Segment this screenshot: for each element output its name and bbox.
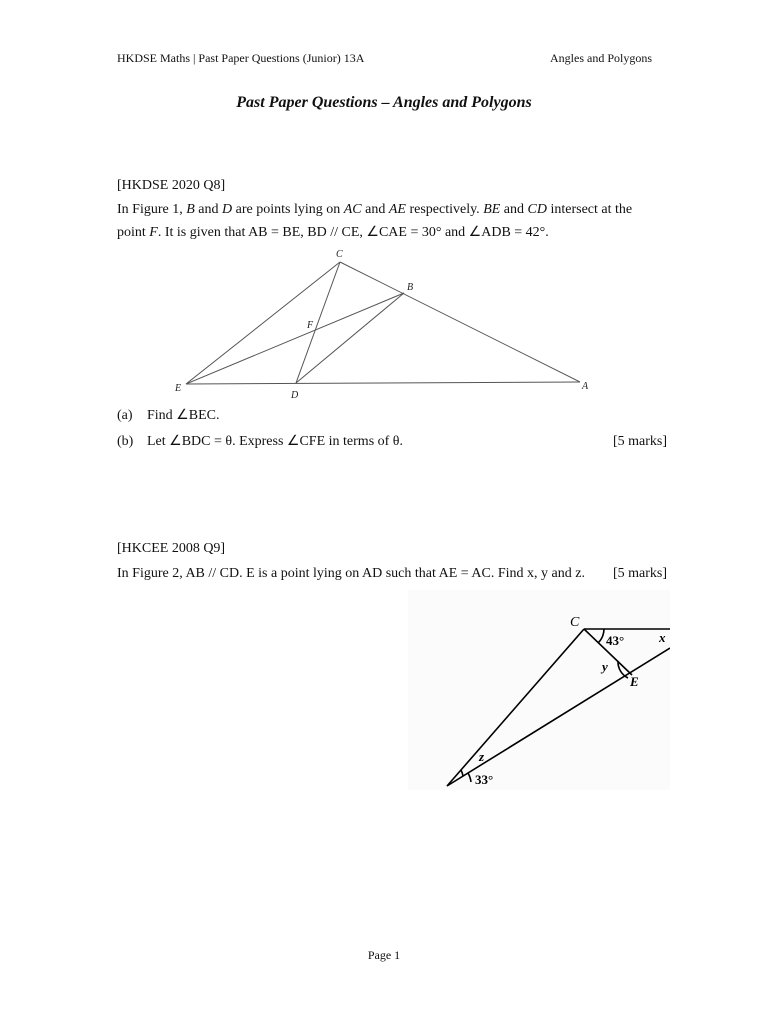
figure-2-background xyxy=(408,590,670,790)
page-footer: Page 1 xyxy=(367,948,401,962)
label-F: F xyxy=(307,320,314,331)
figure-2 xyxy=(408,590,670,790)
q1-text: In Figure 1, B and D are points lying on AC and AE respectively. BE and CD intersect at the point F. It is given that AB = BE, BD // CE, ∠CAE = 30° and ∠ADB = 42°. xyxy=(117,202,633,240)
figure-1 xyxy=(170,246,600,406)
line-EA xyxy=(186,382,580,384)
label-E: E xyxy=(175,383,182,394)
label-z: z xyxy=(479,749,485,764)
page-title: Past Paper Questions – Angles and Polygons xyxy=(236,94,532,111)
line-EB xyxy=(186,293,404,384)
q1-part-a: (a) Find ∠BEC. xyxy=(117,408,220,423)
q1-marks: [5 marks] xyxy=(612,434,667,449)
q1-part-b: (b) Let ∠BDC = θ. Express ∠CFE in terms of θ. [5 marks] xyxy=(117,430,667,453)
label-C: C xyxy=(336,249,343,260)
label-D: D xyxy=(291,390,299,401)
label-y: y xyxy=(602,659,608,674)
q2-marks: [5 marks] xyxy=(612,566,667,581)
header-left: HKDSE Maths | Past Paper Questions (Junior) 13A xyxy=(117,51,365,65)
label-E2: E xyxy=(630,674,639,689)
label-43: 43° xyxy=(606,633,625,648)
q2-text: In Figure 2, AB // CD. E is a point lying on AD such that AE = AC. Find x, y and z. [5 marks] xyxy=(117,562,667,585)
label-A: A xyxy=(582,381,589,392)
label-x: x xyxy=(659,630,666,645)
label-B: B xyxy=(407,282,414,293)
header-right: Angles and Polygons xyxy=(550,51,652,65)
label-33: 33° xyxy=(475,772,494,787)
q1-tag: [HKDSE 2020 Q8] xyxy=(117,178,226,193)
line-CA xyxy=(340,262,580,382)
label-C2: C xyxy=(570,615,580,630)
q2-tag: [HKCEE 2008 Q9] xyxy=(117,541,226,556)
